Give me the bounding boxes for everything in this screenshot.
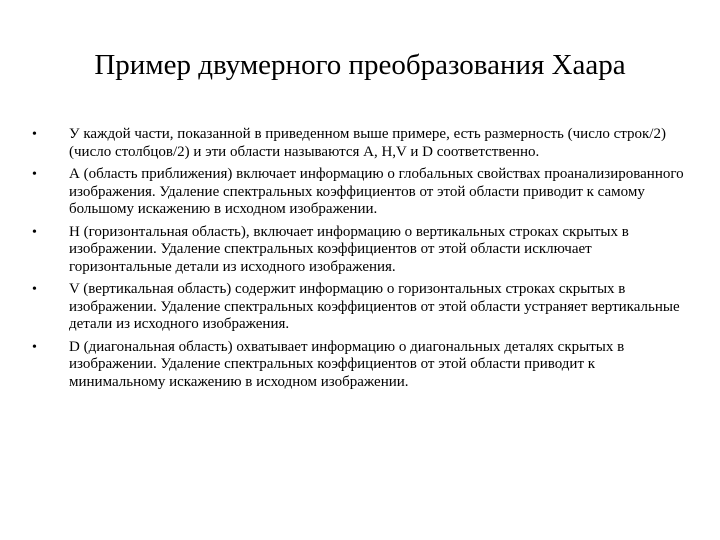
bullet-text: V (вертикальная область) содержит информацию о горизонтальных строках скрытых в изображении. Удаление спектральных коэффициентов от этой области устраняет вертикальные детали из исходного изображения.: [69, 281, 680, 332]
bullet-item: [28, 224, 688, 277]
bullet-text: А (область приближения) включает информацию о глобальных свойствах проанализированного изображения. Удаление спектральных коэффициентов от этой области приводит к самому большому искажению в исходном изображении.: [69, 166, 684, 217]
bullet-dot-icon: •: [32, 339, 37, 355]
bullet-dot-icon: •: [32, 127, 37, 142]
bullet-list: [28, 126, 688, 396]
bullet-dot-icon: •: [32, 167, 37, 182]
slide-title: Пример двумерного преобразования Хаара: [94, 49, 626, 81]
bullet-dot-icon: •: [32, 224, 37, 240]
bullet-item: [28, 166, 688, 219]
bullet-item: [28, 126, 688, 161]
bullet-text: D (диагональная область) охватывает информацию о диагональных деталях скрытых в изображении. Удаление спектральных коэффициентов от этой области приводит к минимальному искажению в исходном изображении.: [69, 338, 625, 390]
bullet-text: H (горизонтальная область), включает информацию о вертикальных строках скрытых в изображении. Удаление спектральных коэффициентов от этой области исключает горизонтальные детали из исходного изображения.: [69, 223, 629, 275]
bullet-dot-icon: •: [32, 282, 37, 297]
bullet-text: У каждой части, показанной в приведенном выше примере, есть размерность (число строк/2) (число столбцов/2) и эти области называются A, H,V и D соответственно.: [69, 126, 666, 160]
bullet-item: [28, 281, 688, 334]
bullet-item: [28, 339, 688, 392]
